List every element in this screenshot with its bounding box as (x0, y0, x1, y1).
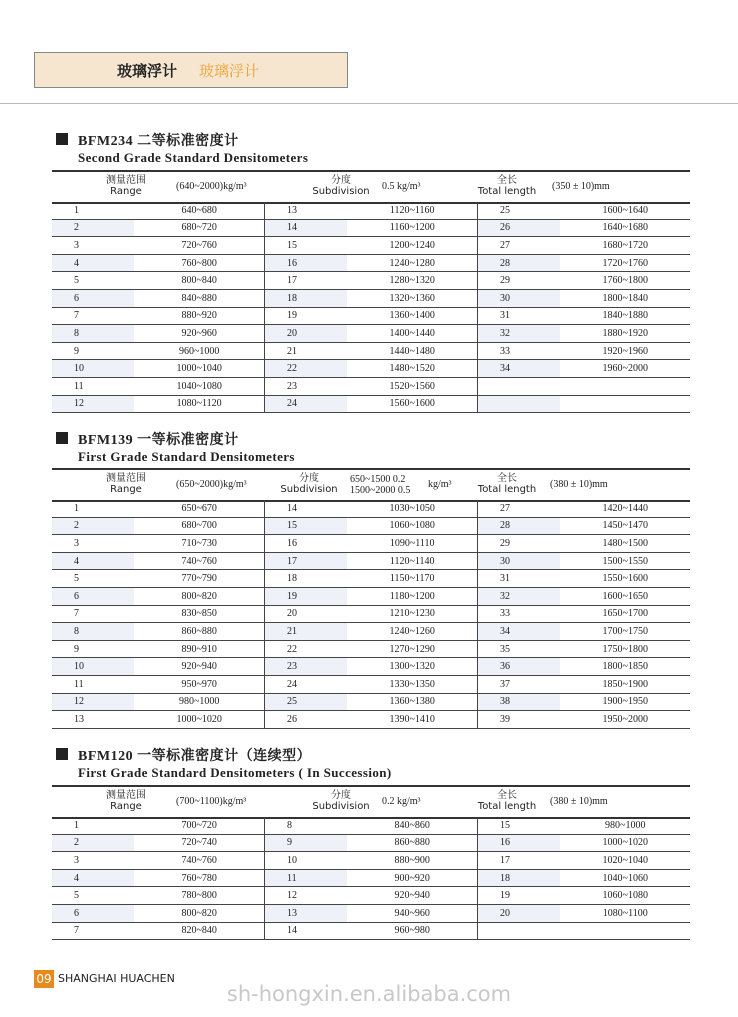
model-number-cell: 13 (264, 202, 347, 219)
density-range-cell: 1240~1260 (347, 623, 477, 641)
model-number-cell: 15 (478, 817, 561, 834)
model-number-cell: 8 (264, 817, 347, 834)
density-range-cell: 1800~1840 (560, 289, 690, 307)
model-number-cell: 28 (478, 517, 561, 535)
model-number-cell: 6 (52, 587, 134, 605)
density-range-cell: 1850~1900 (560, 675, 690, 693)
density-range-cell: 1600~1650 (560, 587, 690, 605)
density-range-cell: 1880~1920 (560, 325, 690, 343)
model-number-cell: 20 (264, 605, 347, 623)
table-row (52, 675, 690, 693)
model-number-cell: 11 (52, 377, 134, 395)
section-code-title: BFM120 一等标准密度计（连续型） (78, 749, 312, 764)
density-range-cell: 800~820 (134, 587, 264, 605)
model-number-cell: 5 (52, 570, 134, 588)
density-range-cell: 1270~1290 (347, 640, 477, 658)
model-number-cell: 36 (478, 658, 561, 676)
length-label (476, 790, 538, 812)
model-number-cell: 6 (52, 904, 134, 922)
density-range-cell: 640~680 (134, 202, 264, 219)
density-range-cell: 720~740 (134, 834, 264, 852)
range-label (96, 175, 156, 197)
model-number-cell: 23 (264, 658, 347, 676)
range-label-en: Range (110, 186, 142, 197)
model-number-cell: 16 (264, 535, 347, 553)
subdivision-line2: 1500~2000 0.5 (350, 485, 411, 496)
model-number-cell: 21 (264, 623, 347, 641)
density-range-cell: 840~860 (347, 817, 477, 834)
table-row (52, 605, 690, 623)
model-number-cell: 17 (264, 272, 347, 290)
density-range-cell: 1800~1850 (560, 658, 690, 676)
density-range-cell: 960~1000 (134, 342, 264, 360)
table-row (52, 834, 690, 852)
density-range-cell: 1760~1800 (560, 272, 690, 290)
section-english-title: First Grade Standard Densitometers ( In Succession) (78, 765, 392, 780)
company-name: SHANGHAI HUACHEN (58, 972, 175, 985)
model-number-cell: 31 (478, 307, 561, 325)
length-value: (380 ± 10)mm (550, 796, 608, 807)
model-number-cell: 18 (264, 289, 347, 307)
model-number-cell: 8 (52, 623, 134, 641)
model-number-cell: 9 (52, 640, 134, 658)
subdivision-label-en: Subdivision (312, 186, 370, 197)
table-row (52, 360, 690, 378)
density-range-cell: 1390~1410 (347, 711, 477, 729)
density-range-cell: 1440~1480 (347, 342, 477, 360)
density-range-cell: 890~910 (134, 640, 264, 658)
density-range-cell: 650~670 (134, 500, 264, 517)
density-range-cell: 1240~1280 (347, 254, 477, 272)
model-number-cell: 27 (478, 237, 561, 255)
model-number-cell: 26 (264, 711, 347, 729)
table-row (52, 307, 690, 325)
model-number-cell: 24 (264, 675, 347, 693)
density-range-cell: 1600~1640 (560, 202, 690, 219)
model-number-cell: 22 (264, 360, 347, 378)
model-number-cell: 32 (478, 587, 561, 605)
density-range-cell: 1040~1060 (560, 869, 690, 887)
density-range-cell: 1480~1520 (347, 360, 477, 378)
density-range-cell: 1090~1110 (347, 535, 477, 553)
density-range-cell: 1420~1440 (560, 500, 690, 517)
density-range-cell: 770~790 (134, 570, 264, 588)
table-row (52, 219, 690, 237)
model-number-cell: 10 (264, 852, 347, 870)
density-range-cell: 1450~1470 (560, 517, 690, 535)
length-value: (380 ± 10)mm (550, 479, 608, 490)
density-range-cell: 950~970 (134, 675, 264, 693)
density-range-cell: 980~1000 (134, 693, 264, 711)
bullet-square-icon (56, 133, 68, 145)
density-range-cell: 1150~1170 (347, 570, 477, 588)
density-range-cell: 1640~1680 (560, 219, 690, 237)
model-number-cell: 2 (52, 219, 134, 237)
section-english-title: Second Grade Standard Densitometers (78, 150, 309, 165)
range-label-cn: 测量范围 (106, 473, 146, 484)
density-range-cell: 1960~2000 (560, 360, 690, 378)
spec-header-row (52, 170, 690, 204)
range-label (96, 473, 156, 495)
model-number-cell: 13 (52, 711, 134, 729)
density-range-cell: 780~800 (134, 887, 264, 905)
model-number-cell: 25 (478, 202, 561, 219)
model-number-cell: 39 (478, 711, 561, 729)
model-number-cell: 33 (478, 605, 561, 623)
table-row (52, 623, 690, 641)
model-number-cell: 17 (478, 852, 561, 870)
table-row (52, 517, 690, 535)
model-number-cell: 23 (264, 377, 347, 395)
model-number-cell: 6 (52, 289, 134, 307)
density-range-cell: 920~940 (347, 887, 477, 905)
model-number-cell: 33 (478, 342, 561, 360)
model-number-cell: 9 (264, 834, 347, 852)
density-range-cell: 1360~1400 (347, 307, 477, 325)
density-range-cell: 1700~1750 (560, 623, 690, 641)
model-number-cell: 15 (264, 237, 347, 255)
table-row (52, 377, 690, 395)
density-range-cell: 1000~1020 (134, 711, 264, 729)
density-range-cell: 1000~1040 (134, 360, 264, 378)
density-range-cell: 760~800 (134, 254, 264, 272)
model-number-cell: 8 (52, 325, 134, 343)
density-range-cell: 1840~1880 (560, 307, 690, 325)
model-number-cell: 28 (478, 254, 561, 272)
density-range-cell: 1550~1600 (560, 570, 690, 588)
subdivision-label-cn: 分度 (331, 790, 351, 801)
model-number-cell: 37 (478, 675, 561, 693)
table-row (52, 552, 690, 570)
density-range-cell: 1480~1500 (560, 535, 690, 553)
subdivision-value: 0.2 kg/m³ (382, 796, 421, 807)
model-number-cell: 1 (52, 500, 134, 517)
table-row (52, 500, 690, 517)
table-row (52, 817, 690, 834)
density-range-cell: 1120~1160 (347, 202, 477, 219)
model-number-cell: 3 (52, 535, 134, 553)
table-row (52, 325, 690, 343)
density-range-cell: 800~840 (134, 272, 264, 290)
model-number-cell: 35 (478, 640, 561, 658)
table-row (52, 904, 690, 922)
table-row (52, 202, 690, 219)
model-number-cell: 14 (264, 500, 347, 517)
range-label-en: Range (110, 801, 142, 812)
density-range-cell: 830~850 (134, 605, 264, 623)
model-number-cell: 19 (478, 887, 561, 905)
subdivision-label-en: Subdivision (280, 484, 338, 495)
model-number-cell: 1 (52, 202, 134, 219)
spec-header-row (52, 785, 690, 819)
table-row (52, 237, 690, 255)
header-divider (0, 103, 738, 104)
density-range-cell: 1750~1800 (560, 640, 690, 658)
length-label-en: Total length (477, 186, 537, 197)
range-label-cn: 测量范围 (106, 175, 146, 186)
model-number-cell: 21 (264, 342, 347, 360)
bullet-square-icon (56, 748, 68, 760)
spec-table (52, 202, 690, 413)
density-range-cell: 980~1000 (560, 817, 690, 834)
density-range-cell: 1000~1020 (560, 834, 690, 852)
table-row (52, 289, 690, 307)
table-row (52, 922, 690, 940)
model-number-cell (478, 377, 561, 395)
subdivision-label (276, 473, 342, 495)
density-range-cell: 900~920 (347, 869, 477, 887)
model-number-cell: 1 (52, 817, 134, 834)
range-label-cn: 测量范围 (106, 790, 146, 801)
density-range-cell: 720~760 (134, 237, 264, 255)
density-range-cell: 1200~1240 (347, 237, 477, 255)
density-range-cell: 1300~1320 (347, 658, 477, 676)
model-number-cell: 3 (52, 237, 134, 255)
density-range-cell: 840~880 (134, 289, 264, 307)
model-number-cell: 12 (52, 693, 134, 711)
section-code-title: BFM234 二等标准密度计 (78, 134, 239, 149)
density-range-cell: 920~940 (134, 658, 264, 676)
length-label-cn: 全长 (497, 790, 517, 801)
model-number-cell: 7 (52, 605, 134, 623)
model-number-cell (478, 922, 561, 940)
section-english-title: First Grade Standard Densitometers (78, 449, 295, 464)
model-number-cell: 18 (264, 570, 347, 588)
density-range-cell: 1080~1100 (560, 904, 690, 922)
model-number-cell: 3 (52, 852, 134, 870)
density-range-cell: 710~730 (134, 535, 264, 553)
length-value: (350 ± 10)mm (552, 181, 610, 192)
density-range-cell: 820~840 (134, 922, 264, 940)
spec-table (52, 500, 690, 729)
header-title-main: 玻璃浮计 (117, 62, 178, 80)
model-number-cell: 27 (478, 500, 561, 517)
model-number-cell: 9 (52, 342, 134, 360)
model-number-cell: 15 (264, 517, 347, 535)
model-number-cell (478, 395, 561, 413)
density-range-cell: 1900~1950 (560, 693, 690, 711)
model-number-cell: 10 (52, 360, 134, 378)
range-value: (650~2000)kg/m³ (176, 479, 247, 490)
page-number: 09 (34, 970, 54, 988)
density-range-cell: 1030~1050 (347, 500, 477, 517)
density-range-cell: 680~700 (134, 517, 264, 535)
model-number-cell: 2 (52, 517, 134, 535)
table-row (52, 640, 690, 658)
model-number-cell: 14 (264, 219, 347, 237)
subdivision-value: 0.5 kg/m³ (382, 181, 421, 192)
density-range-cell (560, 922, 690, 940)
model-number-cell: 16 (478, 834, 561, 852)
subdivision-label (306, 790, 376, 812)
model-number-cell: 7 (52, 307, 134, 325)
section-code-title: BFM139 一等标准密度计 (78, 433, 239, 448)
range-value: (700~1100)kg/m³ (176, 796, 247, 807)
length-label-en: Total length (477, 801, 537, 812)
density-range-cell: 1040~1080 (134, 377, 264, 395)
length-label-en: Total length (477, 484, 537, 495)
table-row (52, 711, 690, 729)
model-number-cell: 4 (52, 254, 134, 272)
length-label (476, 473, 538, 495)
density-range-cell: 1330~1350 (347, 675, 477, 693)
range-value: (640~2000)kg/m³ (176, 181, 247, 192)
density-range-cell: 800~820 (134, 904, 264, 922)
density-range-cell (560, 377, 690, 395)
model-number-cell: 22 (264, 640, 347, 658)
subdivision-label-cn: 分度 (331, 175, 351, 186)
density-range-cell: 1650~1700 (560, 605, 690, 623)
model-number-cell: 13 (264, 904, 347, 922)
model-number-cell: 19 (264, 587, 347, 605)
model-number-cell: 25 (264, 693, 347, 711)
table-row (52, 693, 690, 711)
subdivision-label-cn: 分度 (299, 473, 319, 484)
model-number-cell: 29 (478, 272, 561, 290)
model-number-cell: 19 (264, 307, 347, 325)
model-number-cell: 29 (478, 535, 561, 553)
density-range-cell: 1160~1200 (347, 219, 477, 237)
density-range-cell: 1060~1080 (347, 517, 477, 535)
density-range-cell: 860~880 (134, 623, 264, 641)
density-range-cell: 1680~1720 (560, 237, 690, 255)
density-range-cell: 1280~1320 (347, 272, 477, 290)
model-number-cell: 5 (52, 887, 134, 905)
table-row (52, 587, 690, 605)
range-label-en: Range (110, 484, 142, 495)
model-number-cell: 4 (52, 869, 134, 887)
density-range-cell: 1320~1360 (347, 289, 477, 307)
density-range-cell: 1360~1380 (347, 693, 477, 711)
density-range-cell: 880~920 (134, 307, 264, 325)
density-range-cell: 1210~1230 (347, 605, 477, 623)
table-row (52, 869, 690, 887)
model-number-cell: 12 (52, 395, 134, 413)
watermark: sh-hongxin.en.alibaba.com (226, 982, 512, 1006)
subdivision-label (306, 175, 376, 197)
density-range-cell: 1920~1960 (560, 342, 690, 360)
model-number-cell: 20 (478, 904, 561, 922)
density-range-cell: 960~980 (347, 922, 477, 940)
density-range-cell: 700~720 (134, 817, 264, 834)
model-number-cell: 18 (478, 869, 561, 887)
density-range-cell: 1400~1440 (347, 325, 477, 343)
page-header-box (34, 52, 348, 88)
density-range-cell: 860~880 (347, 834, 477, 852)
model-number-cell: 16 (264, 254, 347, 272)
model-number-cell: 5 (52, 272, 134, 290)
density-range-cell: 920~960 (134, 325, 264, 343)
table-row (52, 852, 690, 870)
table-row (52, 342, 690, 360)
density-range-cell: 1120~1140 (347, 552, 477, 570)
bullet-square-icon (56, 432, 68, 444)
spec-header-row (52, 468, 690, 502)
table-row (52, 535, 690, 553)
density-range-cell: 740~760 (134, 852, 264, 870)
length-label-cn: 全长 (497, 175, 517, 186)
density-range-cell: 1020~1040 (560, 852, 690, 870)
table-row (52, 395, 690, 413)
density-range-cell: 1520~1560 (347, 377, 477, 395)
density-range-cell: 1950~2000 (560, 711, 690, 729)
density-range-cell: 940~960 (347, 904, 477, 922)
table-row (52, 570, 690, 588)
table-row (52, 272, 690, 290)
density-range-cell: 1500~1550 (560, 552, 690, 570)
density-range-cell: 680~720 (134, 219, 264, 237)
header-title-sub: 玻璃浮计 (199, 62, 260, 80)
model-number-cell: 10 (52, 658, 134, 676)
density-range-cell: 1080~1120 (134, 395, 264, 413)
model-number-cell: 2 (52, 834, 134, 852)
model-number-cell: 32 (478, 325, 561, 343)
model-number-cell: 11 (52, 675, 134, 693)
model-number-cell: 30 (478, 289, 561, 307)
length-label (476, 175, 538, 197)
density-range-cell: 880~900 (347, 852, 477, 870)
subdivision-unit: kg/m³ (428, 479, 452, 490)
spec-table (52, 817, 690, 940)
length-label-cn: 全长 (497, 473, 517, 484)
model-number-cell: 20 (264, 325, 347, 343)
table-row (52, 658, 690, 676)
density-range-cell (560, 395, 690, 413)
model-number-cell: 17 (264, 552, 347, 570)
model-number-cell: 30 (478, 552, 561, 570)
model-number-cell: 38 (478, 693, 561, 711)
density-range-cell: 1560~1600 (347, 395, 477, 413)
model-number-cell: 7 (52, 922, 134, 940)
density-range-cell: 740~760 (134, 552, 264, 570)
model-number-cell: 14 (264, 922, 347, 940)
density-range-cell: 1060~1080 (560, 887, 690, 905)
density-range-cell: 760~780 (134, 869, 264, 887)
table-row (52, 254, 690, 272)
model-number-cell: 24 (264, 395, 347, 413)
model-number-cell: 4 (52, 552, 134, 570)
density-range-cell: 1720~1760 (560, 254, 690, 272)
model-number-cell: 34 (478, 623, 561, 641)
range-label (96, 790, 156, 812)
model-number-cell: 12 (264, 887, 347, 905)
subdivision-line1: 650~1500 0.2 (350, 474, 406, 485)
table-row (52, 887, 690, 905)
model-number-cell: 34 (478, 360, 561, 378)
model-number-cell: 26 (478, 219, 561, 237)
subdivision-label-en: Subdivision (312, 801, 370, 812)
subdivision-value-block (350, 474, 410, 496)
density-range-cell: 1180~1200 (347, 587, 477, 605)
model-number-cell: 11 (264, 869, 347, 887)
model-number-cell: 31 (478, 570, 561, 588)
